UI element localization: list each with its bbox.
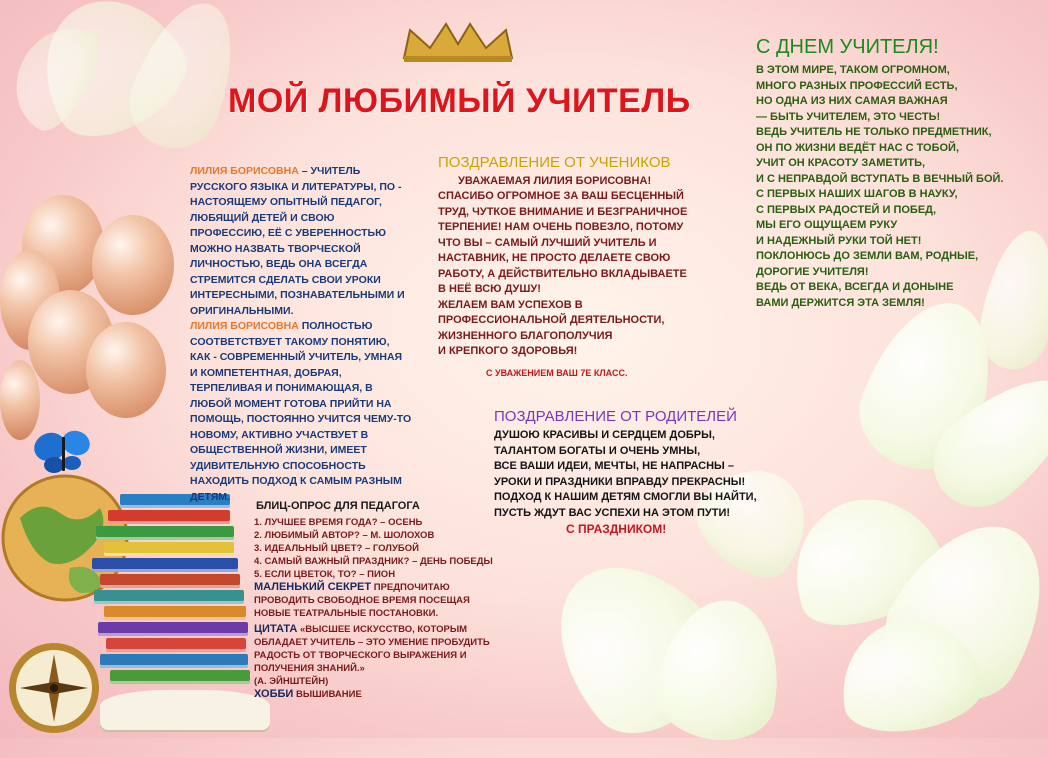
page-title: МОЙ ЛЮБИМЫЙ УЧИТЕЛЬ [228,82,691,120]
hobby-label: ХОББИ [254,688,294,700]
teacher-quiz [254,500,504,701]
quiz-item: 4. САМЫЙ ВАЖНЫЙ ПРАЗДНИК? – ДЕНЬ ПОБЕДЫ [254,556,493,567]
text-line: НАСТАВНИК, НЕ ПРОСТО ДЕЛАЕТЕ СВОЮ [438,252,671,264]
teacher-name: ЛИЛИЯ БОРИСОВНА [190,165,299,177]
poem-line: ДОРОГИЕ УЧИТЕЛЯ! [756,265,869,278]
quote-text: «ВЫСШЕЕ ИСКУССТВО, КОТОРЫМ ОБЛАДАЕТ УЧИТЕЛЬ – ЭТО УМЕНИЕ ПРОБУДИТЬ РАДОСТЬ ОТ ТВОРЧЕСКОГО ВЫРАЖЕНИЯ И ПОЛУЧЕНИЯ ЗНАНИЙ.» [254,624,490,674]
text-line: ЖЕЛАЕМ ВАМ УСПЕХОВ В [438,298,583,311]
poem-text [756,63,1048,311]
poem-line: ВАМИ ДЕРЖИТСЯ ЭТА ЗЕМЛЯ! [756,296,925,309]
poem-line: ПОДХОД К НАШИМ ДЕТЯМ СМОГЛИ ВЫ НАЙТИ, [494,491,757,503]
poem-line: И НАДЕЖНЫЙ РУКИ ТОЙ НЕТ! [756,234,922,247]
poem-line: УЧИТ ОН КРАСОТУ ЗАМЕТИТЬ, [756,157,926,169]
quiz-item: 5. ЕСЛИ ЦВЕТОК, ТО? – ПИОН [254,569,396,580]
text-line: И КРЕПКОГО ЗДОРОВЬЯ! [438,345,578,357]
poem-line: — БЫТЬ УЧИТЕЛЕМ, ЭТО ЧЕСТЬ! [756,110,941,123]
secret-label: МАЛЕНЬКИЙ СЕКРЕТ [254,581,372,593]
teacher-name: ЛИЛИЯ БОРИСОВНА [190,320,299,332]
text-line: СПАСИБО ОГРОМНОЕ ЗА ВАШ БЕСЦЕННЫЙ [438,190,684,202]
poem-line: В ЭТОМ МИРЕ, ТАКОМ ОГРОМНОМ, [756,64,950,76]
parents-greeting [494,408,824,536]
text-line: В НЕЁ ВСЮ ДУШУ! [438,283,541,295]
poem-line: ПУСТЬ ЖДУТ ВАС УСПЕХИ НА ЭТОМ ПУТИ! [494,506,731,519]
poem-line: НО ОДНА ИЗ НИХ САМАЯ ВАЖНАЯ [756,95,948,107]
quiz-item: 3. ИДЕАЛЬНЫЙ ЦВЕТ? – ГОЛУБОЙ [254,543,419,554]
text-line: ПРОФЕССИОНАЛЬНОЙ ДЕЯТЕЛЬНОСТИ, [438,314,665,326]
students-greeting-line: УВАЖАЕМАЯ ЛИЛИЯ БОРИСОВНА! [458,175,652,187]
students-greeting [438,154,734,378]
poem-line: ПОКЛОНЮСЬ ДО ЗЕМЛИ ВАМ, РОДНЫЕ, [756,250,979,262]
poem-line: ВСЕ ВАШИ ИДЕИ, МЕЧТЫ, НЕ НАПРАСНЫ – [494,460,735,472]
students-heading: ПОЗДРАВЛЕНИЕ ОТ УЧЕНИКОВ [438,154,671,171]
poem-line: МЫ ЕГО ОЩУЩАЕМ РУКУ [756,219,898,231]
teacher-description [190,164,412,505]
holiday-greeting: С ПРАЗДНИКОМ! [566,522,667,536]
parents-text [494,428,824,521]
students-text [438,189,734,360]
poem-line: ДУШОЮ КРАСИВЫ И СЕРДЦЕМ ДОБРЫ, [494,429,715,441]
parents-heading: ПОЗДРАВЛЕНИЕ ОТ РОДИТЕЛЕЙ [494,408,737,425]
text-line: ЧТО ВЫ – САМЫЙ ЛУЧШИЙ УЧИТЕЛЬ И [438,236,657,249]
hobby-text: ВЫШИВАНИЕ [293,689,362,700]
poem-line: ОН ПО ЖИЗНИ ВЕДЁТ НАС С ТОБОЙ, [756,141,960,154]
teachers-day-poem [756,36,1048,311]
secret-text: ПРЕДПОЧИТАЮ ПРОВОДИТЬ СВОБОДНОЕ ВРЕМЯ ПОСЕЩАЯ НОВЫЕ ТЕАТРАЛЬНЫЕ ПОСТАНОВКИ. [254,582,470,619]
poem-line: МНОГО РАЗНЫХ ПРОФЕССИЙ ЕСТЬ, [756,79,958,92]
crown-icon [398,20,518,64]
poem-line: ВЕДЬ ОТ ВЕКА, ВСЕГДА И ДОНЫНЕ [756,281,954,293]
quiz-quote [254,623,504,675]
quote-label: ЦИТАТА [254,623,298,635]
poem-line: И С НЕПРАВДОЙ ВСТУПАТЬ В ВЕЧНЫЙ БОЙ. [756,172,1004,185]
poem-line: С ПЕРВЫХ НАШИХ ШАГОВ В НАУКУ, [756,188,958,200]
quote-author: (А. ЭЙНШТЕЙН) [254,676,329,687]
text-line: ЖИЗНЕННОГО БЛАГОПОЛУЧИЯ [438,329,613,342]
poem-line: ТАЛАНТОМ БОГАТЫ И ОЧЕНЬ УМНЫ, [494,444,701,457]
poem-line: УРОКИ И ПРАЗДНИКИ ВПРАВДУ ПРЕКРАСНЫ! [494,475,746,488]
quiz-heading: БЛИЦ-ОПРОС ДЛЯ ПЕДАГОГА [256,500,420,512]
poem-line: ВЕДЬ УЧИТЕЛЬ НЕ ТОЛЬКО ПРЕДМЕТНИК, [756,126,992,138]
teacher-text: – УЧИТЕЛЬ РУССКОГО ЯЗЫКА И ЛИТЕРАТУРЫ, ПО - НАСТОЯЩЕМУ ОПЫТНЫЙ ПЕДАГОГ, ЛЮБЯЩИЙ ДЕТЕЙ И СВОЮ ПРОФЕССИЮ, ЕЁ С УВЕРЕННОСТЬЮ МОЖНО НАЗВАТЬ ТВОРЧЕСКОЙ ЛИЧНОСТЬЮ, ВЕДЬ ОНА ВСЕГДА СТРЕМИТСЯ СДЕЛАТЬ СВОИ УРОКИ ИНТЕРЕСНЫМИ, ПОЗНАВАТЕЛЬНЫМИ И ОРИГИНАЛЬНЫМИ. [190,165,405,317]
students-signature: С УВАЖЕНИЕМ ВАШ 7Е КЛАСС. [486,367,628,378]
text-line: ТЕРПЕНИЕ! НАМ ОЧЕНЬ ПОВЕЗЛО, ПОТОМУ [438,221,684,233]
quiz-item: 1. ЛУЧШЕЕ ВРЕМЯ ГОДА? – ОСЕНЬ [254,517,423,528]
teacher-text: ПОЛНОСТЬЮ СООТВЕТСТВУЕТ ТАКОМУ ПОНЯТИЮ, КАК - СОВРЕМЕННЫЙ УЧИТЕЛЬ, УМНАЯ И КОМПЕТЕНТНАЯ, ДОБРАЯ, ТЕРПЕЛИВАЯ И ПОНИМАЮЩАЯ, В ЛЮБОЙ МОМЕНТ ГОТОВА ПРИЙТИ НА ПОМОЩЬ, ПОСТОЯННО УЧИТСЯ ЧЕМУ-ТО НОВОМУ, АКТИВНО УЧАСТВУЕТ В ОБЩЕСТВЕННОЙ ЖИЗНИ, ИМЕЕТ УДИВИТЕЛЬНУЮ СПОСОБНОСТЬ НАХОДИТЬ ПОДХОД К САМЫМ РАЗНЫМ ДЕТЯМ. [190,320,412,503]
quiz-hobby [254,688,504,701]
compass-icon [6,640,102,736]
quiz-secret [254,581,504,620]
quiz-item: 2. ЛЮБИМЫЙ АВТОР? – М. ШОЛОХОВ [254,530,435,541]
poem-line: С ПЕРВЫХ РАДОСТЕЙ И ПОБЕД, [756,203,937,216]
text-line: РАБОТУ, А ДЕЙСТВИТЕЛЬНО ВКЛАДЫВАЕТЕ [438,267,687,280]
text-line: ТРУД, ЧУТКОЕ ВНИМАНИЕ И БЕЗГРАНИЧНОЕ [438,205,688,218]
teachers-day-heading: С ДНЕМ УЧИТЕЛЯ! [756,36,939,58]
